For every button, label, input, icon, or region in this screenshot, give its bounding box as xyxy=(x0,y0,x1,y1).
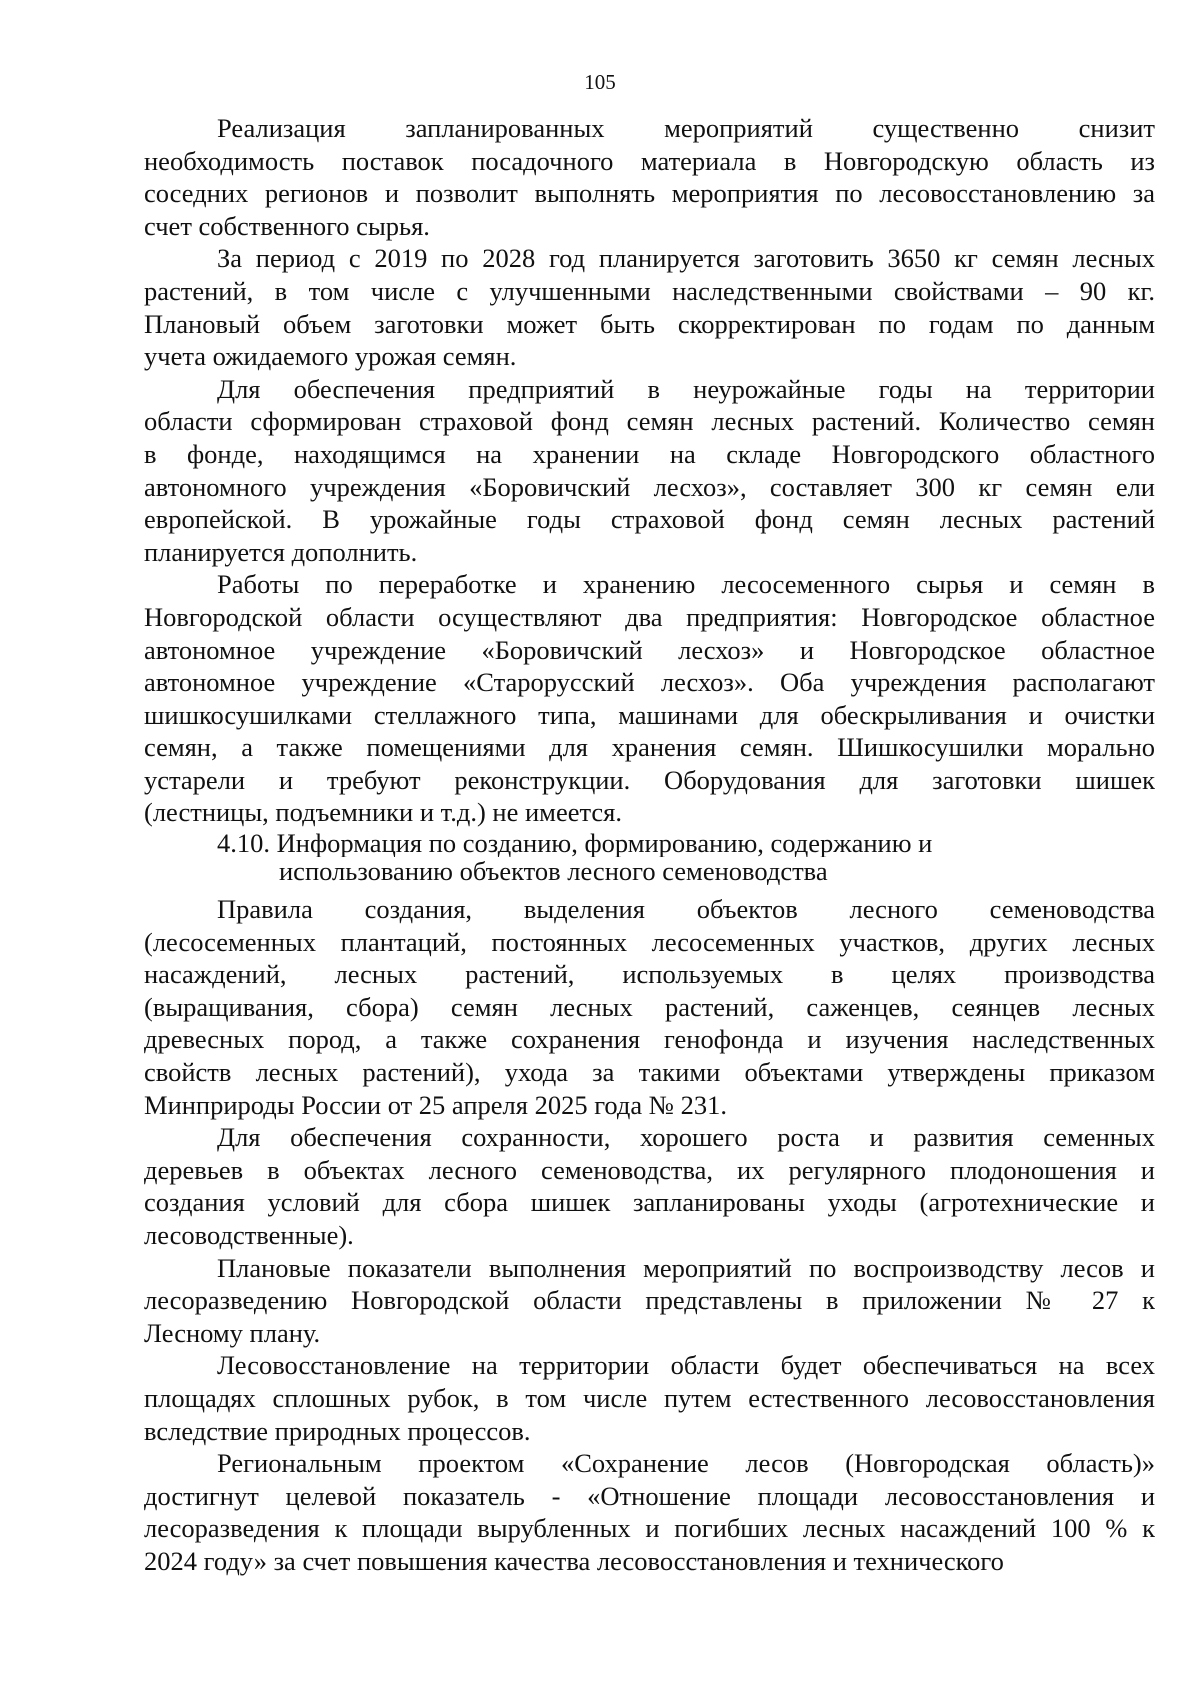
paragraph-line: насаждений, лесных растений, используемых в целях производства xyxy=(144,959,1155,990)
paragraph-line: За период с 2019 по 2028 год планируется заготовить 3650 кг семян лесных xyxy=(217,243,1155,274)
paragraph-line: планируется дополнить. xyxy=(144,536,418,567)
paragraph xyxy=(144,1121,1155,1251)
paragraph-line: лесоразведения к площади вырубленных и погибших лесных насаждений 100 % к xyxy=(144,1513,1155,1544)
paragraph xyxy=(144,1447,1155,1577)
paragraph-line: Минприроды России от 25 апреля 2025 года № 231. xyxy=(144,1089,728,1120)
paragraph-line: Плановый объем заготовки может быть скорректирован по годам по данным xyxy=(144,308,1155,339)
paragraph xyxy=(144,893,1155,1121)
paragraphs-after-heading xyxy=(144,893,1155,1577)
paragraph-line: в фонде, находящимся на хранении на складе Новгородского областного xyxy=(144,438,1155,469)
paragraph xyxy=(144,568,1155,829)
section-heading xyxy=(144,829,1155,885)
paragraph-line: семян, а также помещениями для хранения семян. Шишкосушилки морально xyxy=(144,732,1155,763)
paragraph-line: свойств лесных растений), ухода за такими объектами утверждены приказом xyxy=(144,1057,1155,1088)
paragraph-line: площадях сплошных рубок, в том числе путем естественного лесовосстановления xyxy=(144,1382,1155,1413)
paragraph-line: Региональным проектом «Сохранение лесов (Новгородская область)» xyxy=(217,1448,1155,1479)
paragraph-line: Работы по переработке и хранению лесосеменного сырья и семян в xyxy=(217,569,1155,600)
paragraph-line: (лесосеменных плантаций, постоянных лесосеменных участков, других лесных xyxy=(144,926,1155,957)
paragraph-line: (выращивания, сбора) семян лесных растений, саженцев, сеянцев лесных xyxy=(144,991,1155,1022)
paragraph-line: растений, в том числе с улучшенными наследственными свойствами – 90 кг. xyxy=(144,275,1155,306)
paragraph-line: лесоразведению Новгородской области представлены в приложении № 27 к xyxy=(144,1285,1155,1316)
paragraphs-before-heading xyxy=(144,112,1155,829)
paragraph-line: необходимость поставок посадочного материала в Новгородскую область из xyxy=(144,145,1155,176)
section-heading-line-1: 4.10. Информация по созданию, формированию, содержанию и xyxy=(217,829,933,858)
page-number: 105 xyxy=(584,70,616,94)
paragraph xyxy=(144,1349,1155,1447)
section-heading-line-2: использованию объектов лесного семеноводства xyxy=(279,857,828,886)
paragraph-line: создания условий для сбора шишек запланированы уходы (агротехнические и xyxy=(144,1187,1155,1218)
paragraph xyxy=(144,242,1155,372)
paragraph-line: области сформирован страховой фонд семян лесных растений. Количество семян xyxy=(144,406,1155,437)
paragraph-line: автономное учреждение «Старорусский лесхоз». Оба учреждения располагают xyxy=(144,667,1155,698)
paragraph-line: Реализация запланированных мероприятий существенно снизит xyxy=(217,113,1155,143)
paragraph-line: 2024 году» за счет повышения качества лесовосстановления и технического xyxy=(144,1545,1004,1576)
paragraph-line: Лесному плану. xyxy=(144,1317,321,1348)
document-body xyxy=(144,112,1155,1578)
paragraph-line: учета ожидаемого урожая семян. xyxy=(144,341,517,372)
paragraph-line: Плановые показатели выполнения мероприятий по воспроизводству лесов и xyxy=(217,1252,1155,1283)
paragraph-line: вследствие природных процессов. xyxy=(144,1415,531,1446)
paragraph-line: (лестницы, подъемники и т.д.) не имеется. xyxy=(144,797,622,828)
paragraph xyxy=(144,112,1155,242)
paragraph-line: Правила создания, выделения объектов лесного семеноводства xyxy=(217,894,1155,925)
paragraph xyxy=(144,373,1155,569)
paragraph-line: автономного учреждения «Боровичский лесхоз», составляет 300 кг семян ели xyxy=(144,471,1155,502)
paragraph-line: лесоводственные). xyxy=(144,1220,354,1250)
paragraph-line: европейской. В урожайные годы страховой фонд семян лесных растений xyxy=(144,504,1155,535)
paragraph-line: достигнут целевой показатель - «Отношение площади лесовосстановления и xyxy=(144,1480,1155,1511)
paragraph-line: автономное учреждение «Боровичский лесхоз» и Новгородское областное xyxy=(144,634,1155,665)
paragraph-line: Новгородской области осуществляют два предприятия: Новгородское областное xyxy=(144,601,1155,632)
paragraph-line: Для обеспечения сохранности, хорошего роста и развития семенных xyxy=(217,1122,1155,1153)
paragraph-line: счет собственного сырья. xyxy=(144,210,430,241)
paragraph-line: деревьев в объектах лесного семеноводства, их регулярного плодоношения и xyxy=(144,1154,1155,1185)
paragraph-line: устарели и требуют реконструкции. Оборудования для заготовки шишек xyxy=(144,764,1155,795)
paragraph-line: Лесовосстановление на территории области будет обеспечиваться на всех xyxy=(217,1350,1155,1381)
paragraph xyxy=(144,1252,1155,1350)
paragraph-line: шишкосушилками стеллажного типа, машинами для обескрыливания и очистки xyxy=(144,699,1155,730)
paragraph-line: Для обеспечения предприятий в неурожайные годы на территории xyxy=(217,373,1155,404)
paragraph-line: соседних регионов и позволит выполнять мероприятия по лесовосстановлению за xyxy=(144,178,1155,209)
paragraph-line: древесных пород, а также сохранения генофонда и изучения наследственных xyxy=(144,1024,1155,1055)
